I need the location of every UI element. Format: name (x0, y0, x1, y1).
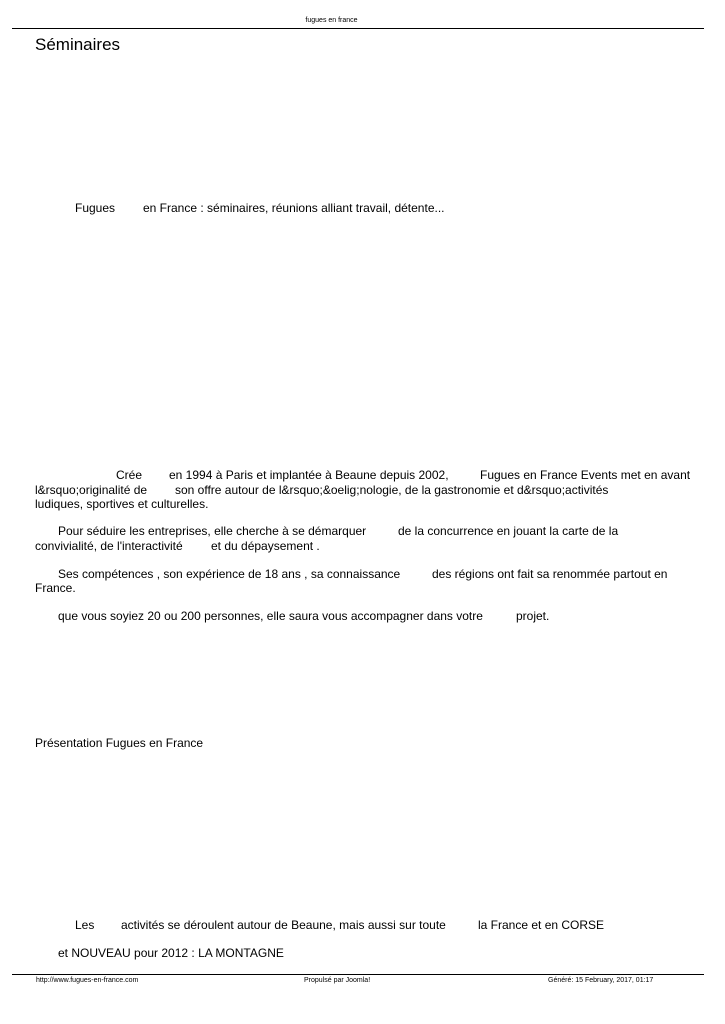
p2-line1-b: de la concurrence en jouant la carte de la (398, 524, 619, 538)
p5-text-b: activités se déroulent autour de Beaune, mais aussi sur toute (121, 918, 446, 932)
p2-line1-a: Pour séduire les entreprises, elle cherche à se démarquer (58, 524, 367, 538)
p2-line2-b: et du dépaysement . (211, 539, 320, 553)
p5-text-c: la France et en CORSE (478, 918, 605, 932)
p1-line2-b: son offre autour de l&rsquo;&oelig;nologie, de la gastronomie et d&rsquo;activités (175, 483, 609, 497)
intro-text-b: en France : séminaires, réunions alliant travail, détente... (143, 201, 445, 215)
p4-text-b: projet. (516, 609, 550, 623)
footer-powered-by: Propulsé par Joomla! (304, 977, 371, 984)
site-name: fugues en france (305, 17, 358, 24)
p3-line1-b: des régions ont fait sa renommée partout en (432, 567, 668, 581)
p3-line2: France. (35, 581, 76, 595)
p5-text-a: Les (75, 918, 95, 932)
intro-text-a: Fugues (75, 201, 116, 215)
footer-url-link[interactable]: http://www.fugues-en-france.com (36, 977, 139, 984)
p4-text-a: que vous soyiez 20 ou 200 personnes, elle saura vous accompagner dans votre (58, 609, 483, 623)
p1-line1-b: en 1994 à Paris et implantée à Beaune depuis 2002, (169, 468, 449, 482)
p1-line2-a: l&rsquo;originalité de (35, 483, 148, 497)
p6-text: et NOUVEAU pour 2012 : LA MONTAGNE (58, 946, 284, 960)
p1-line1-c: Fugues en France Events met en avant (480, 468, 691, 482)
footer-rule (12, 974, 704, 975)
page-title: Séminaires (35, 35, 121, 54)
footer-generated-date: Généré: 15 February, 2017, 01:17 (548, 977, 654, 984)
p1-line3: ludiques, sportives et culturelles. (35, 497, 209, 511)
header-rule (12, 28, 704, 29)
p1-line1-a: Crée (116, 468, 143, 482)
p2-line2-a: convivialité, de l'interactivité (35, 539, 183, 553)
presentation-caption: Présentation Fugues en France (35, 736, 204, 750)
p3-line1-a: Ses compétences , son expérience de 18 ans , sa connaissance (58, 567, 401, 581)
